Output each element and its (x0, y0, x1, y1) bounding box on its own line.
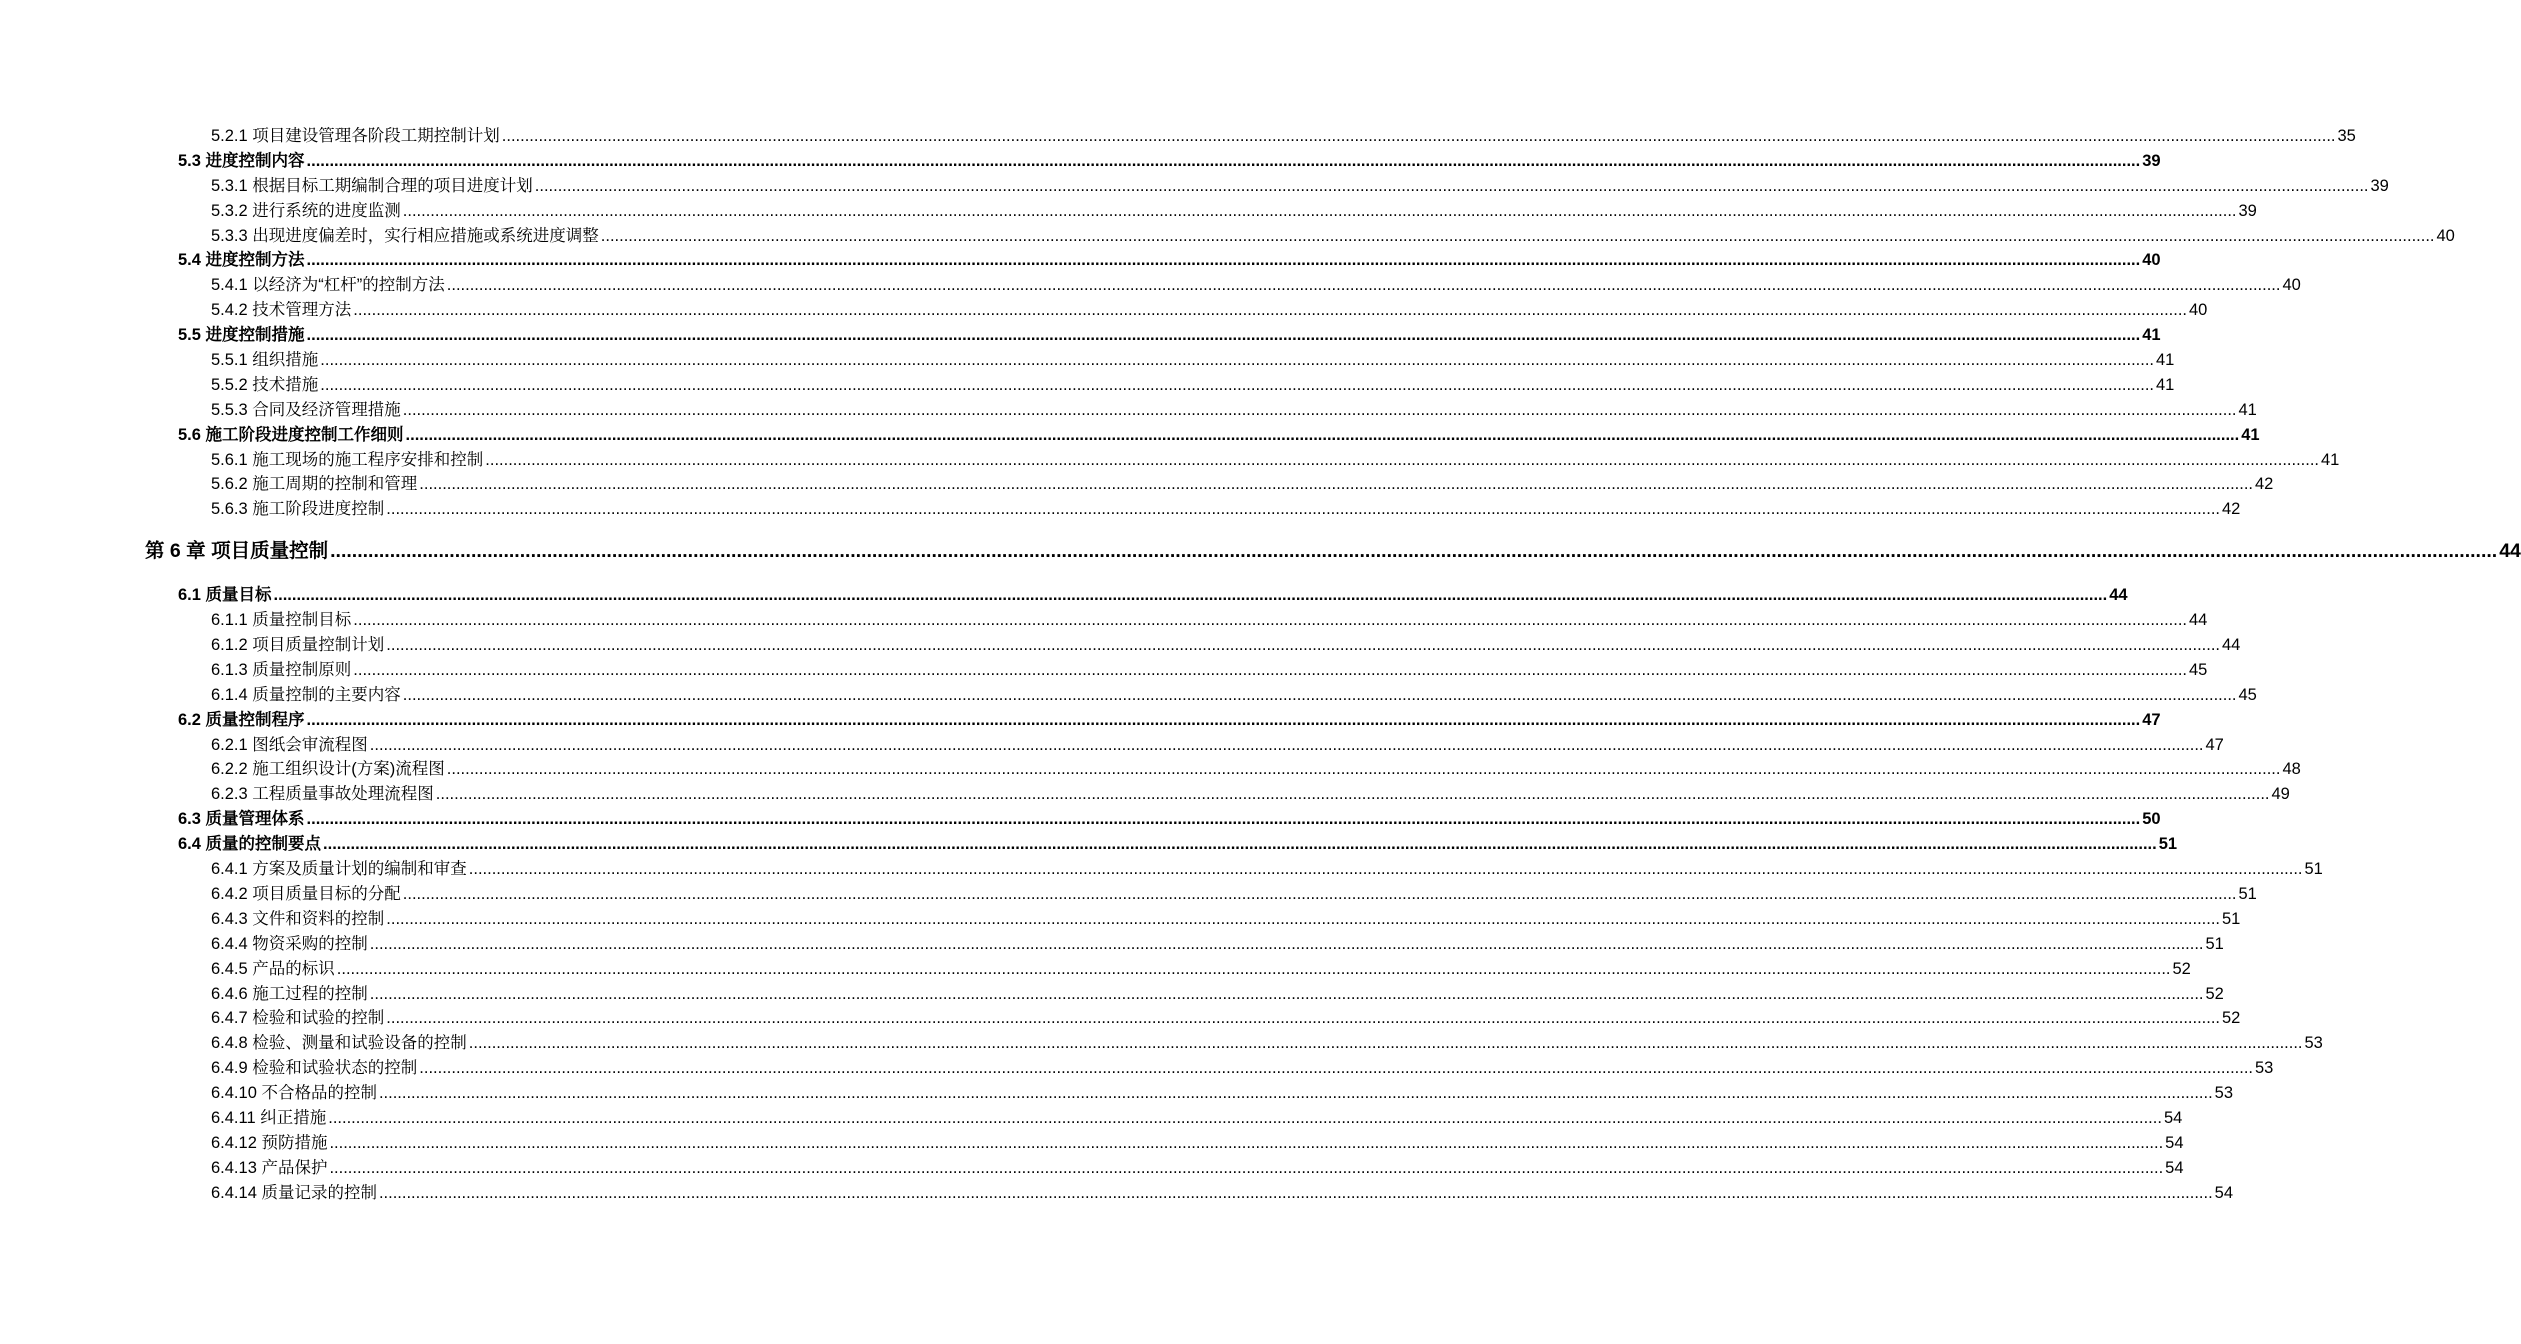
toc-page-number: 47 (2205, 735, 2224, 754)
toc-entry-title: 5.5.3 合同及经济管理措施 (211, 400, 401, 419)
toc-page-number: 41 (2142, 326, 2161, 345)
toc-subsection-entry[interactable] (211, 608, 2208, 633)
table-of-contents (0, 124, 2521, 1206)
toc-entry-title: 6.4.2 项目质量目标的分配 (211, 884, 401, 903)
toc-page-number: 40 (2282, 276, 2301, 295)
toc-entry-title: 5.4 进度控制方法 (178, 251, 305, 270)
toc-dot-leader: ................................................................................................................................................................................................................................................................................................................................................................................................................ (468, 1034, 2303, 1053)
toc-subsection-entry[interactable] (211, 1056, 2274, 1081)
toc-subsection-entry[interactable] (211, 957, 2191, 982)
toc-section-entry[interactable] (178, 583, 2128, 608)
toc-page-number: 50 (2142, 810, 2161, 829)
toc-subsection-entry[interactable] (211, 683, 2257, 708)
toc-subsection-entry[interactable] (211, 857, 2323, 882)
toc-dot-leader: ................................................................................................................................................................................................................................................................................................................................................................................................................ (336, 959, 2171, 978)
toc-entry-title: 6.4.8 检验、测量和试验设备的控制 (211, 1034, 467, 1053)
toc-subsection-entry[interactable] (211, 199, 2257, 224)
toc-dot-leader: ................................................................................................................................................................................................................................................................................................................................................................................................................ (419, 1059, 2253, 1078)
toc-dot-leader: ................................................................................................................................................................................................................................................................................................................................................................................................................ (386, 500, 2220, 519)
toc-entry-title: 5.6 施工阶段进度控制工作细则 (178, 425, 404, 444)
toc-page-number: 51 (2222, 909, 2241, 928)
toc-dot-leader: ................................................................................................................................................................................................................................................................................................................................................................................................................ (273, 586, 2108, 605)
toc-subsection-entry[interactable] (211, 1106, 2183, 1131)
toc-page-number: 47 (2142, 710, 2161, 729)
toc-dot-leader: ................................................................................................................................................................................................................................................................................................................................................................................................................ (419, 475, 2253, 494)
toc-subsection-entry[interactable] (211, 733, 2224, 758)
toc-dot-leader: ................................................................................................................................................................................................................................................................................................................................................................................................................ (306, 151, 2141, 170)
toc-subsection-entry[interactable] (211, 273, 2301, 298)
toc-page-number: 49 (2271, 785, 2290, 804)
toc-page-number: 39 (2370, 176, 2389, 195)
toc-subsection-entry[interactable] (211, 224, 2455, 249)
toc-page-number: 53 (2214, 1084, 2234, 1103)
toc-dot-leader: ................................................................................................................................................................................................................................................................................................................................................................................................................ (306, 326, 2141, 345)
toc-entry-title: 5.3.2 进行系统的进度监测 (211, 201, 401, 220)
toc-dot-leader: ................................................................................................................................................................................................................................................................................................................................................................................................................ (353, 611, 2187, 630)
toc-page-number: 51 (2238, 884, 2257, 903)
toc-entry-title: 5.4.1 以经济为“杠杆”的控制方法 (211, 276, 445, 295)
toc-entry-title: 6.1.2 项目质量控制计划 (211, 636, 385, 655)
toc-page-number: 48 (2282, 760, 2301, 779)
toc-page-number: 42 (2222, 500, 2241, 519)
toc-entry-title: 5.3.3 出现进度偏差时，实行相应措施或系统进度调整 (211, 226, 599, 245)
toc-page-number: 41 (2238, 400, 2257, 419)
toc-entry-title: 6.4.7 检验和试验的控制 (211, 1009, 385, 1028)
toc-entry-title: 6.4.11 纠正措施 (211, 1108, 327, 1127)
toc-entry-title: 5.5.2 技术措施 (211, 375, 319, 394)
toc-entry-title: 第 6 章 项目质量控制 (145, 540, 329, 563)
toc-subsection-entry[interactable] (211, 398, 2257, 423)
toc-entry-title: 6.4.12 预防措施 (211, 1133, 328, 1152)
toc-page-number: 41 (2321, 450, 2340, 469)
toc-page-number: 42 (2255, 475, 2274, 494)
toc-section-entry[interactable] (178, 323, 2161, 348)
toc-entry-title: 6.4.1 方案及质量计划的编制和审查 (211, 860, 467, 879)
toc-subsection-entry[interactable] (211, 882, 2257, 907)
toc-subsection-entry[interactable] (211, 782, 2290, 807)
toc-page-number: 54 (2214, 1183, 2234, 1202)
toc-subsection-entry[interactable] (211, 1081, 2234, 1106)
toc-dot-leader: ................................................................................................................................................................................................................................................................................................................................................................................................................ (306, 710, 2141, 729)
toc-page-number: 54 (2165, 1133, 2184, 1152)
toc-page-number: 41 (2241, 425, 2260, 444)
toc-entry-title: 6.2.1 图纸会审流程图 (211, 735, 368, 754)
toc-page-number: 51 (2205, 934, 2224, 953)
toc-subsection-entry[interactable] (211, 1006, 2241, 1031)
toc-page-number: 35 (2337, 127, 2356, 145)
toc-dot-leader: ................................................................................................................................................................................................................................................................................................................................................................................................................ (402, 685, 2237, 704)
toc-entry-title: 6.1.3 质量控制原则 (211, 660, 352, 679)
toc-dot-leader: ................................................................................................................................................................................................................................................................................................................................................................................................................ (320, 351, 2154, 370)
toc-subsection-entry[interactable] (211, 497, 2241, 522)
toc-entry-title: 5.3 进度控制内容 (178, 151, 305, 170)
toc-dot-leader: ................................................................................................................................................................................................................................................................................................................................................................................................................ (306, 251, 2141, 270)
toc-page-number: 52 (2205, 984, 2224, 1003)
toc-page-number: 44 (2499, 540, 2521, 563)
toc-dot-leader: ................................................................................................................................................................................................................................................................................................................................................................................................................ (600, 226, 2435, 245)
toc-entry-title: 6.4.5 产品的标识 (211, 959, 335, 978)
toc-dot-leader: ................................................................................................................................................................................................................................................................................................................................................................................................................ (446, 276, 2281, 295)
toc-dot-leader: ................................................................................................................................................................................................................................................................................................................................................................................................................ (369, 934, 2204, 953)
toc-page-number: 52 (2172, 959, 2191, 978)
toc-entry-title: 5.6.1 施工现场的施工程序安排和控制 (211, 450, 484, 469)
toc-entry-title: 6.4.9 检验和试验状态的控制 (211, 1059, 418, 1078)
toc-subsection-entry[interactable] (211, 448, 2340, 473)
toc-entry-title: 6.1.4 质量控制的主要内容 (211, 685, 401, 704)
toc-subsection-entry[interactable] (211, 633, 2241, 658)
toc-section-entry[interactable] (178, 149, 2161, 174)
toc-entry-title: 5.5 进度控制措施 (178, 326, 305, 345)
toc-entry-title: 6.2 质量控制程序 (178, 710, 305, 729)
toc-subsection-entry[interactable] (211, 757, 2301, 782)
toc-dot-leader: ................................................................................................................................................................................................................................................................................................................................................................................................................ (378, 1183, 2213, 1202)
toc-subsection-entry[interactable] (211, 124, 2356, 149)
toc-entry-title: 5.6.2 施工周期的控制和管理 (211, 475, 418, 494)
toc-entry-title: 6.4.10 不合格品的控制 (211, 1084, 377, 1103)
toc-page-number: 41 (2156, 375, 2175, 394)
toc-page-number: 45 (2189, 660, 2208, 679)
toc-dot-leader: ................................................................................................................................................................................................................................................................................................................................................................................................................ (369, 735, 2204, 754)
toc-dot-leader: ................................................................................................................................................................................................................................................................................................................................................................................................................ (468, 860, 2303, 879)
toc-page-number: 45 (2238, 685, 2257, 704)
toc-page-number: 53 (2255, 1059, 2274, 1078)
toc-entry-title: 6.1 质量目标 (178, 586, 272, 605)
toc-dot-leader: ................................................................................................................................................................................................................................................................................................................................................................................................................ (329, 1158, 2164, 1177)
toc-section-entry[interactable] (178, 807, 2161, 832)
toc-page-number: 52 (2222, 1009, 2241, 1028)
toc-subsection-entry[interactable] (211, 658, 2208, 683)
toc-page-number: 44 (2222, 636, 2241, 655)
toc-dot-leader: ................................................................................................................................................................................................................................................................................................................................................................................................................ (446, 760, 2281, 779)
toc-page-number: 40 (2189, 301, 2208, 320)
toc-entry-title: 6.4.14 质量记录的控制 (211, 1183, 377, 1202)
toc-subsection-entry[interactable] (211, 1181, 2234, 1206)
toc-page-number: 39 (2238, 201, 2257, 220)
toc-page-number: 44 (2189, 611, 2208, 630)
toc-page-number: 41 (2156, 351, 2175, 370)
toc-section-entry[interactable] (178, 832, 2178, 857)
toc-page-number: 40 (2142, 251, 2161, 270)
toc-subsection-entry[interactable] (211, 1031, 2323, 1056)
toc-section-entry[interactable] (178, 248, 2161, 273)
toc-entry-title: 6.4.13 产品保护 (211, 1158, 328, 1177)
toc-dot-leader: ................................................................................................................................................................................................................................................................................................................................................................................................................ (402, 884, 2237, 903)
toc-dot-leader: ................................................................................................................................................................................................................................................................................................................................................................................................................ (329, 1133, 2164, 1152)
toc-dot-leader: ................................................................................................................................................................................................................................................................................................................................................................................................................ (353, 301, 2187, 320)
toc-entry-title: 6.4.3 文件和资料的控制 (211, 909, 385, 928)
toc-page-number: 54 (2163, 1108, 2183, 1127)
toc-entry-title: 5.2.1 项目建设管理各阶段工期控制计划 (211, 127, 500, 145)
toc-dot-leader: ................................................................................................................................................................................................................................................................................................................................................................................................................ (306, 810, 2141, 829)
toc-dot-leader: ................................................................................................................................................................................................................................................................................................................................................................................................................ (402, 400, 2237, 419)
toc-dot-leader: ................................................................................................................................................................................................................................................................................................................................................................................................................ (328, 1108, 2162, 1127)
toc-entry-title: 6.2.3 工程质量事故处理流程图 (211, 785, 434, 804)
toc-dot-leader: ................................................................................................................................................................................................................................................................................................................................................................................................................ (501, 127, 2336, 145)
toc-dot-leader: ................................................................................................................................................................................................................................................................................................................................................................................................................ (353, 660, 2187, 679)
toc-entry-title: 6.4.4 物资采购的控制 (211, 934, 368, 953)
toc-subsection-entry[interactable] (211, 982, 2224, 1007)
toc-subsection-entry[interactable] (211, 348, 2175, 373)
toc-entry-title: 5.6.3 施工阶段进度控制 (211, 500, 385, 519)
toc-dot-leader: ................................................................................................................................................................................................................................................................................................................................................................................................................ (386, 909, 2220, 928)
toc-dot-leader: ................................................................................................................................................................................................................................................................................................................................................................................................................ (378, 1084, 2213, 1103)
toc-section-entry[interactable] (178, 708, 2161, 733)
toc-entry-title: 5.5.1 组织措施 (211, 351, 319, 370)
toc-page-number: 51 (2158, 835, 2178, 854)
toc-dot-leader: ................................................................................................................................................................................................................................................................................................................................................................................................................ (402, 201, 2237, 220)
toc-dot-leader: ................................................................................................................................................................................................................................................................................................................................................................................................................ (485, 450, 2319, 469)
toc-subsection-entry[interactable] (211, 1156, 2184, 1181)
toc-subsection-entry[interactable] (211, 174, 2389, 199)
toc-page-number: 39 (2142, 151, 2161, 170)
toc-entry-title: 6.4.6 施工过程的控制 (211, 984, 368, 1003)
toc-subsection-entry[interactable] (211, 932, 2224, 957)
toc-page-number: 40 (2436, 226, 2455, 245)
toc-dot-leader: ................................................................................................................................................................................................................................................................................................................................................................................................................ (323, 835, 2157, 854)
toc-dot-leader: ................................................................................................................................................................................................................................................................................................................................................................................................................ (405, 425, 2240, 444)
toc-page-number: 51 (2304, 860, 2323, 879)
toc-entry-title: 5.4.2 技术管理方法 (211, 301, 352, 320)
toc-subsection-entry[interactable] (211, 373, 2175, 398)
toc-dot-leader: ................................................................................................................................................................................................................................................................................................................................................................................................................ (330, 540, 2498, 563)
toc-subsection-entry[interactable] (211, 472, 2274, 497)
toc-dot-leader: ................................................................................................................................................................................................................................................................................................................................................................................................................ (386, 1009, 2220, 1028)
toc-dot-leader: ................................................................................................................................................................................................................................................................................................................................................................................................................ (534, 176, 2369, 195)
toc-entry-title: 5.3.1 根据目标工期编制合理的项目进度计划 (211, 176, 533, 195)
toc-chapter-entry[interactable] (145, 532, 2521, 570)
toc-dot-leader: ................................................................................................................................................................................................................................................................................................................................................................................................................ (386, 636, 2220, 655)
toc-entry-title: 6.3 质量管理体系 (178, 810, 305, 829)
toc-subsection-entry[interactable] (211, 298, 2208, 323)
toc-page-number: 53 (2304, 1034, 2323, 1053)
toc-page-number: 44 (2109, 586, 2128, 605)
toc-section-entry[interactable] (178, 423, 2260, 448)
toc-entry-title: 6.1.1 质量控制目标 (211, 611, 352, 630)
toc-entry-title: 6.2.2 施工组织设计(方案)流程图 (211, 760, 445, 779)
toc-dot-leader: ................................................................................................................................................................................................................................................................................................................................................................................................................ (320, 375, 2154, 394)
toc-entry-title: 6.4 质量的控制要点 (178, 835, 322, 854)
toc-dot-leader: ................................................................................................................................................................................................................................................................................................................................................................................................................ (369, 984, 2204, 1003)
toc-page-number: 54 (2165, 1158, 2184, 1177)
toc-dot-leader: ................................................................................................................................................................................................................................................................................................................................................................................................................ (435, 785, 2270, 804)
toc-subsection-entry[interactable] (211, 1131, 2184, 1156)
toc-subsection-entry[interactable] (211, 907, 2241, 932)
